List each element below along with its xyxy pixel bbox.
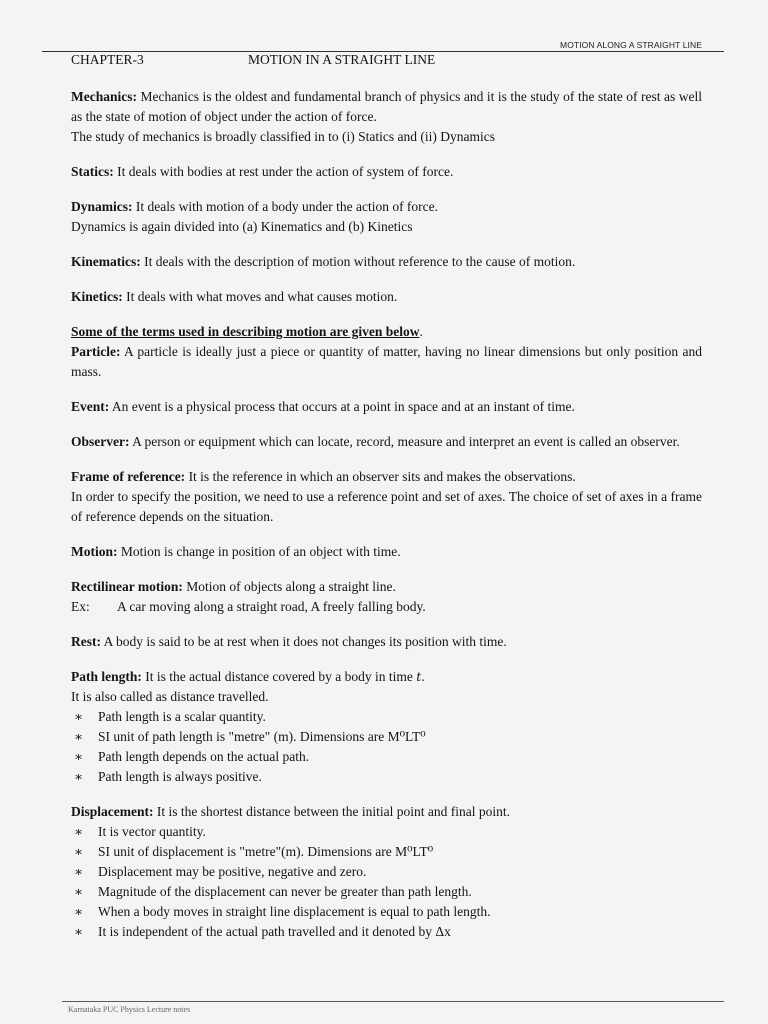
asterisk-bullet-icon: ∗ xyxy=(74,749,84,764)
list-item-text: When a body moves in straight line displacement is equal to path length. xyxy=(98,904,491,919)
list-item xyxy=(71,862,702,882)
path-length-alias: It is also called as distance travelled. xyxy=(71,689,269,704)
term-label: Displacement: xyxy=(71,804,154,819)
list-item-text: Path length is a scalar quantity. xyxy=(98,709,266,724)
list-item xyxy=(71,727,702,747)
dynamics-division: Dynamics is again divided into (a) Kinematics and (b) Kinetics xyxy=(71,219,413,234)
kinematics-paragraph xyxy=(71,252,702,272)
asterisk-bullet-icon: ∗ xyxy=(74,904,84,919)
term-label: Event: xyxy=(71,399,110,414)
chapter-heading xyxy=(71,52,436,68)
list-item xyxy=(71,882,702,902)
mechanics-paragraph xyxy=(71,87,702,127)
list-item xyxy=(71,842,702,862)
frame-of-reference-paragraph xyxy=(71,467,702,487)
list-item xyxy=(71,747,702,767)
list-item xyxy=(71,707,702,727)
list-item-text: SI unit of path length is "metre" (m). Dimensions are M⁰LT⁰ xyxy=(98,729,426,744)
path-length-bullets xyxy=(71,707,702,787)
term-definition: It deals with the description of motion without reference to the cause of motion. xyxy=(140,254,576,269)
term-label: Path length: xyxy=(71,669,142,684)
rectilinear-motion-paragraph xyxy=(71,577,702,597)
term-definition: A body is said to be at rest when it does not changes its position with time. xyxy=(101,634,507,649)
footer-rule xyxy=(62,1001,724,1002)
page-body xyxy=(71,87,702,942)
term-label: Observer: xyxy=(71,434,130,449)
terms-heading: Some of the terms used in describing motion are given below. xyxy=(71,324,423,339)
term-definition: A person or equipment which can locate, record, measure and interpret an event is called an observer. xyxy=(129,434,680,449)
term-definition: Mechanics is the oldest and fundamental branch of physics and it is the study of the state of rest as well as the state of motion of object under the action of force. xyxy=(71,89,702,124)
running-head: MOTION ALONG A STRAIGHT LINE xyxy=(560,40,702,50)
term-label: Kinematics: xyxy=(71,254,141,269)
displacement-paragraph xyxy=(71,802,702,822)
term-definition: It is the reference in which an observer sits and makes the observations. xyxy=(185,469,576,484)
event-paragraph xyxy=(71,397,702,417)
asterisk-bullet-icon: ∗ xyxy=(74,924,84,939)
chapter-number: CHAPTER-3 xyxy=(71,52,144,67)
dynamics-paragraph xyxy=(71,197,702,217)
displacement-bullets xyxy=(71,822,702,942)
path-length-paragraph: Path length: It is the actual distance covered by a body in time t. xyxy=(71,669,425,684)
term-label: Mechanics: xyxy=(71,89,137,104)
frame-of-reference-detail: In order to specify the position, we need to use a reference point and set of axes. The choice of set of axes in a frame of reference depends on the situation. xyxy=(71,489,702,524)
term-definition: It is the actual distance covered by a body in time xyxy=(141,669,417,684)
example-text: A car moving along a straight road, A freely falling body. xyxy=(117,599,426,614)
asterisk-bullet-icon: ∗ xyxy=(74,824,84,839)
term-definition: It deals with bodies at rest under the action of system of force. xyxy=(113,164,454,179)
time-variable: t xyxy=(416,669,422,684)
asterisk-bullet-icon: ∗ xyxy=(74,709,84,724)
list-item-text: It is independent of the actual path travelled and it denoted by Δx xyxy=(98,924,451,939)
observer-paragraph xyxy=(71,432,702,452)
term-definition: Motion is change in position of an object with time. xyxy=(117,544,401,559)
asterisk-bullet-icon: ∗ xyxy=(74,844,84,859)
asterisk-bullet-icon: ∗ xyxy=(74,864,84,879)
asterisk-bullet-icon: ∗ xyxy=(74,769,84,784)
example-label: Ex: xyxy=(71,599,90,614)
term-definition: It deals with what moves and what causes motion. xyxy=(122,289,398,304)
list-item xyxy=(71,822,702,842)
list-item xyxy=(71,902,702,922)
term-label: Frame of reference: xyxy=(71,469,186,484)
asterisk-bullet-icon: ∗ xyxy=(74,729,84,744)
list-item-text: SI unit of displacement is "metre"(m). Dimensions are M⁰LT⁰ xyxy=(98,844,434,859)
term-label: Kinetics: xyxy=(71,289,123,304)
term-label: Particle: xyxy=(71,344,121,359)
list-item-text: Path length is always positive. xyxy=(98,769,262,784)
rest-paragraph xyxy=(71,632,702,652)
term-definition: It is the shortest distance between the initial point and final point. xyxy=(153,804,511,819)
term-definition: Motion of objects along a straight line. xyxy=(182,579,396,594)
footer-text: Karnataka PUC Physics Lecture notes xyxy=(68,1005,191,1014)
asterisk-bullet-icon: ∗ xyxy=(74,884,84,899)
kinetics-paragraph xyxy=(71,287,702,307)
mechanics-classification: The study of mechanics is broadly classified in to (i) Statics and (ii) Dynamics xyxy=(71,129,496,144)
rectilinear-example xyxy=(71,597,702,617)
term-label: Motion: xyxy=(71,544,118,559)
term-definition: An event is a physical process that occurs at a point in space and at an instant of time. xyxy=(109,399,575,414)
statics-paragraph xyxy=(71,162,702,182)
list-item-text: Path length depends on the actual path. xyxy=(98,749,310,764)
list-item-text: It is vector quantity. xyxy=(98,824,206,839)
particle-paragraph xyxy=(71,342,702,382)
term-label: Rectilinear motion: xyxy=(71,579,183,594)
term-label: Statics: xyxy=(71,164,114,179)
list-item xyxy=(71,922,702,942)
list-item-text: Displacement may be positive, negative and zero. xyxy=(98,864,367,879)
term-definition: A particle is ideally just a piece or quantity of matter, having no linear dimensions but only position and mass. xyxy=(71,344,702,379)
motion-paragraph xyxy=(71,542,702,562)
chapter-title: MOTION IN A STRAIGHT LINE xyxy=(248,52,436,67)
list-item-text: Magnitude of the displacement can never be greater than path length. xyxy=(98,884,472,899)
term-label: Rest: xyxy=(71,634,101,649)
list-item xyxy=(71,767,702,787)
term-definition: It deals with motion of a body under the action of force. xyxy=(132,199,439,214)
terms-heading-text: Some of the terms used in describing motion are given below xyxy=(71,324,420,339)
term-label: Dynamics: xyxy=(71,199,133,214)
